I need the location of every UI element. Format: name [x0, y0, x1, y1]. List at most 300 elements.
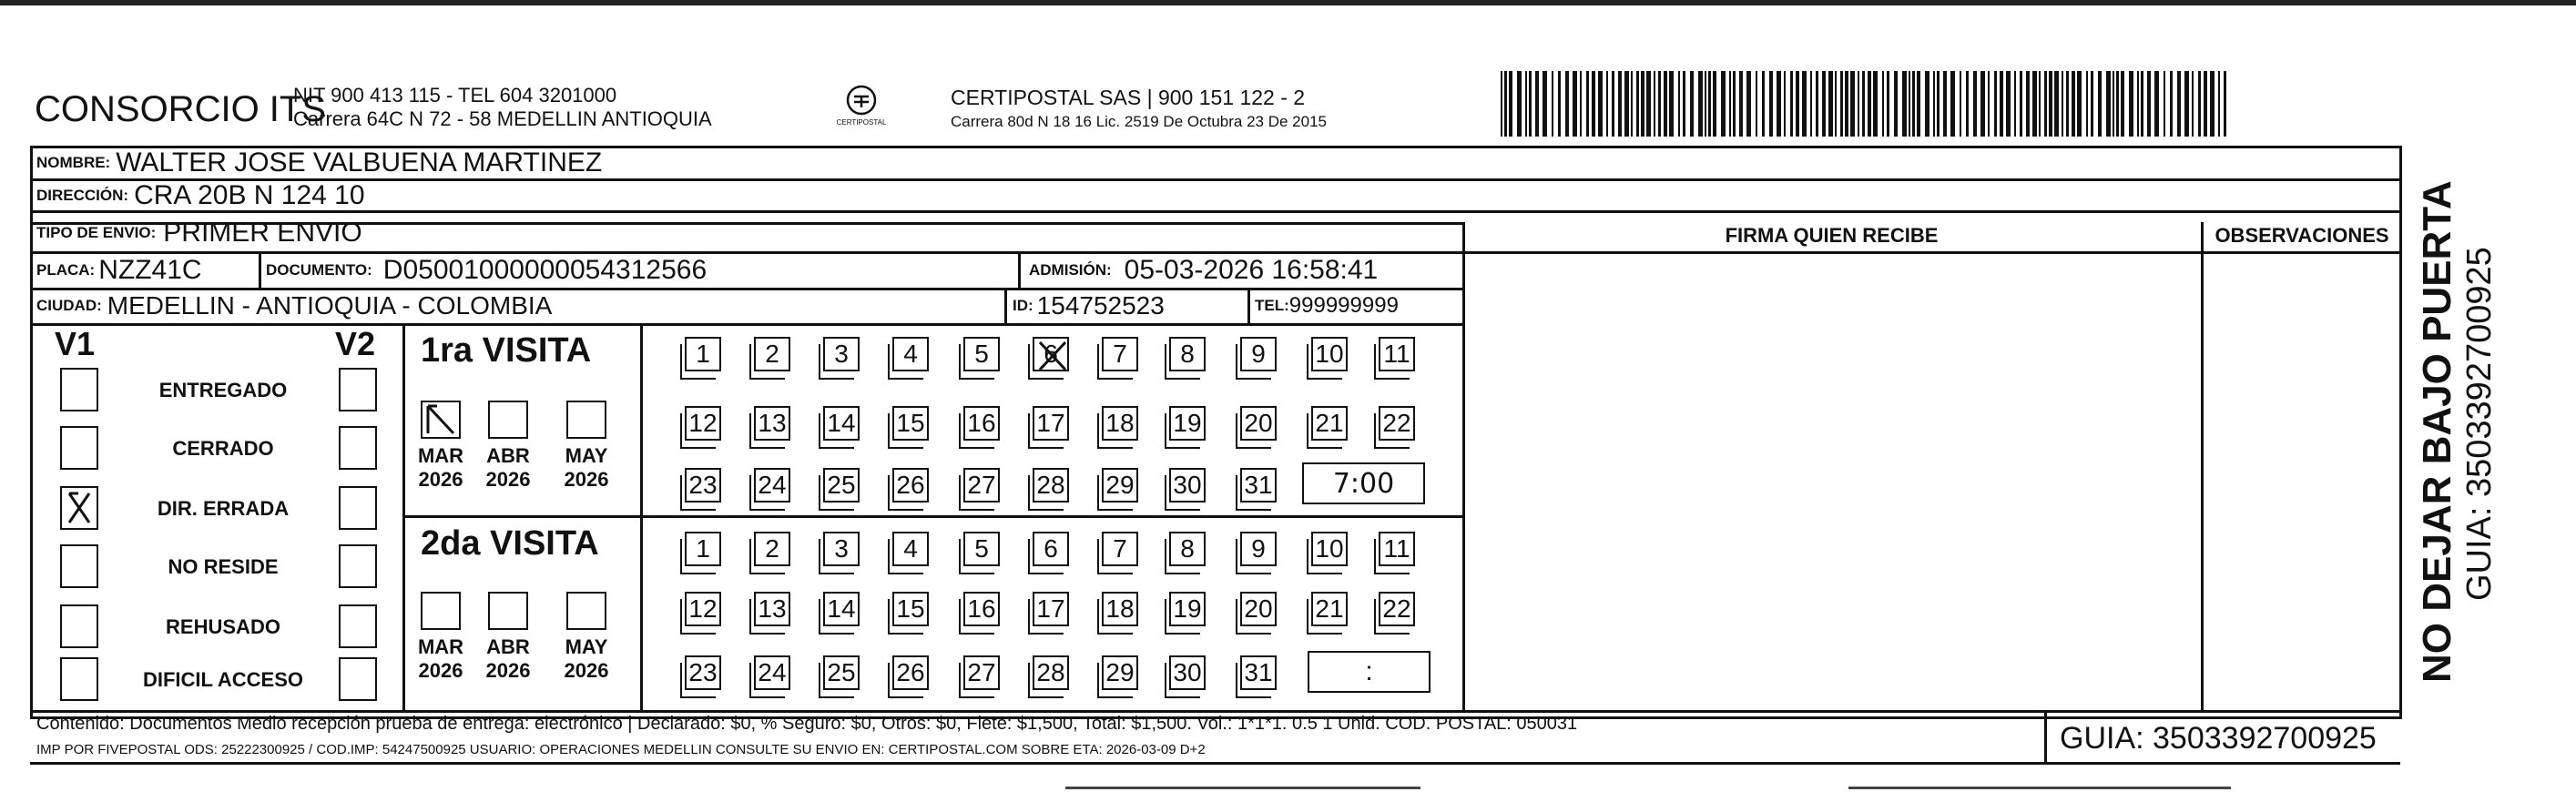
tel-value: 999999999 [1288, 293, 1399, 318]
barcode-bar [1756, 71, 1757, 137]
barcode-bar [1678, 71, 1680, 137]
day-box[interactable] [1102, 406, 1138, 441]
month-label: ABR 2026 [485, 444, 531, 491]
barcode-bar [2039, 71, 2041, 137]
day-number: 8 [1180, 534, 1195, 563]
day-box[interactable] [1379, 592, 1415, 626]
side-warning: NO DEJAR BAJO PUERTA [2415, 180, 2459, 683]
barcode-bar [1873, 71, 1878, 137]
day-box[interactable] [1033, 592, 1069, 626]
status-label: CERRADO [172, 437, 274, 460]
barcode-bar [2184, 71, 2189, 137]
day-number: 22 [1382, 409, 1411, 437]
barcode-bar [2154, 71, 2159, 137]
day-box[interactable] [1169, 655, 1206, 690]
footer-contenido: Contenido: Documentos Medio recepción prueba de entrega: electrónico | Declarado: $0, % Seguro: $0, Otros: $0, Flete: $1,500, Total: $1,500. Vol.: 1*1*1. 0.5 1 Unid. COD. POSTAL: 050031 [36, 714, 1578, 734]
barcode-bar [2086, 71, 2088, 137]
day-number: 9 [1251, 534, 1266, 563]
day-box[interactable] [1311, 337, 1348, 371]
day-number: 12 [688, 594, 718, 623]
day-box[interactable] [823, 655, 860, 690]
day-box[interactable] [1169, 406, 1206, 441]
barcode-bar [2054, 71, 2059, 137]
day-box[interactable] [1240, 468, 1277, 503]
barcode-bar [1828, 71, 1833, 137]
v1-checkbox[interactable] [60, 486, 98, 530]
company-nit: NIT 900 413 115 - TEL 604 3201000 [293, 84, 617, 107]
day-number: 2 [765, 340, 779, 368]
month-label: MAR 2026 [417, 635, 464, 682]
day-box[interactable] [1033, 655, 1069, 690]
day-box[interactable] [1102, 592, 1138, 626]
barcode-bar [1552, 71, 1553, 137]
barcode-bar [1966, 71, 1969, 137]
day-number: 14 [827, 594, 856, 623]
day-number: 18 [1105, 594, 1135, 623]
v1-checkbox[interactable] [60, 368, 98, 411]
day-box[interactable] [963, 532, 1000, 566]
day-number: 6 [1044, 340, 1058, 368]
company-name: CONSORCIO ITS [35, 89, 327, 129]
day-number: 27 [967, 658, 996, 686]
barcode-bar [1816, 71, 1818, 137]
barcode [1501, 71, 2229, 137]
day-box[interactable] [1379, 337, 1415, 371]
day-box[interactable] [1311, 532, 1348, 566]
day-box[interactable] [1240, 592, 1277, 626]
barcode-bar [1658, 71, 1661, 137]
barcode-bar [1525, 71, 1527, 137]
barcode-bar [1586, 71, 1589, 137]
barcode-bar [1580, 71, 1582, 137]
day-number: 17 [1036, 409, 1065, 437]
day-number: 3 [834, 340, 849, 368]
day-number: 20 [1244, 594, 1273, 623]
barcode-bar [1739, 71, 1743, 137]
day-box[interactable] [1379, 406, 1415, 441]
v2-label: V2 [335, 325, 376, 362]
placa-row [36, 252, 202, 289]
visit2-time[interactable] [1308, 651, 1431, 693]
certipostal-logo [834, 82, 889, 129]
v2-checkbox[interactable] [339, 368, 377, 411]
day-number: 4 [903, 534, 918, 563]
direccion-value: CRA 20B N 124 10 [134, 180, 365, 210]
barcode-bar [1565, 71, 1569, 137]
day-box[interactable] [823, 468, 860, 503]
barcode-bar [1517, 71, 1522, 137]
barcode-bar [2204, 71, 2207, 137]
barcode-bar [1858, 71, 1859, 137]
barcode-bar [1994, 71, 1997, 137]
day-box[interactable] [963, 655, 1000, 690]
day-number: 6 [1044, 534, 1058, 563]
barcode-bar [2113, 71, 2114, 137]
day-number: 7 [1113, 340, 1127, 368]
day-number: 25 [827, 658, 856, 686]
v1-checkbox[interactable] [60, 604, 98, 648]
barcode-bar [1708, 71, 1711, 137]
barcode-bar [1769, 71, 1773, 137]
barcode-bar [2072, 71, 2075, 137]
day-number: 26 [896, 471, 925, 499]
day-number: 13 [758, 594, 787, 623]
placa-value: NZZ41C [98, 255, 202, 285]
barcode-bar [2198, 71, 2201, 137]
day-number: 12 [688, 409, 718, 437]
day-number: 28 [1036, 471, 1065, 499]
day-box[interactable] [685, 592, 721, 626]
barcode-bar [2000, 71, 2003, 137]
carrier-address: Carrera 80d N 18 16 Lic. 2519 De Octubra 23 De 2015 [951, 113, 1327, 130]
barcode-bar [1796, 71, 1799, 137]
barcode-bar [1529, 71, 1532, 137]
barcode-bar [1784, 71, 1786, 137]
visit1-time[interactable] [1302, 462, 1425, 504]
barcode-bar [2141, 71, 2143, 137]
day-number: 28 [1036, 658, 1065, 686]
day-box[interactable] [1102, 468, 1138, 503]
barcode-bar [1729, 71, 1731, 137]
barcode-bar [1618, 71, 1622, 137]
barcode-bar [2210, 71, 2215, 137]
side-guia: GUIA: 3503392700925 [2460, 247, 2499, 601]
barcode-bar [1845, 71, 1848, 137]
day-box[interactable] [685, 468, 721, 503]
tipo-row [36, 215, 362, 251]
barcode-bar [1598, 71, 1603, 137]
barcode-bar [1721, 71, 1726, 137]
day-number: 20 [1244, 409, 1273, 437]
month-checkbox[interactable] [566, 592, 606, 630]
day-number: 17 [1036, 594, 1065, 623]
ciudad-value: MEDELLIN - ANTIOQUIA - COLOMBIA [107, 291, 553, 320]
tipo-label: TIPO DE ENVIO: [36, 224, 157, 241]
barcode-bar [1690, 71, 1694, 137]
barcode-bar [2006, 71, 2011, 137]
barcode-bar [1558, 71, 1561, 137]
day-box[interactable] [1033, 337, 1069, 371]
day-number: 5 [974, 534, 989, 563]
day-box[interactable] [1240, 337, 1277, 371]
day-box[interactable] [823, 406, 860, 441]
day-number: 21 [1315, 594, 1344, 623]
day-number: 4 [903, 340, 918, 368]
barcode-bar [1573, 71, 1577, 137]
barcode-bar [2062, 71, 2063, 137]
barcode-bar [1504, 71, 1507, 137]
day-box[interactable] [1240, 532, 1277, 566]
day-box[interactable] [1240, 655, 1277, 690]
barcode-bar [1777, 71, 1781, 137]
admision-value: 05-03-2026 16:58:41 [1124, 255, 1379, 285]
barcode-bar [2044, 71, 2047, 137]
day-box[interactable] [754, 655, 790, 690]
v2-checkbox[interactable] [339, 657, 377, 701]
day-box[interactable] [892, 468, 929, 503]
barcode-bar [2177, 71, 2181, 137]
day-number: 18 [1105, 409, 1135, 437]
day-number: 10 [1315, 340, 1344, 368]
barcode-bar [1960, 71, 1961, 137]
day-box[interactable] [754, 406, 790, 441]
barcode-bar [1850, 71, 1855, 137]
status-label: REHUSADO [166, 615, 280, 638]
day-number: 19 [1173, 594, 1202, 623]
barcode-bar [1988, 71, 1990, 137]
barcode-bar [2218, 71, 2220, 137]
day-box[interactable] [1033, 406, 1069, 441]
day-box[interactable] [754, 592, 790, 626]
day-box[interactable] [685, 337, 721, 371]
bottom-edge-mark [1848, 787, 2231, 789]
barcode-bar [1631, 71, 1633, 137]
bottom-edge-mark [1065, 787, 1420, 789]
barcode-bar [2077, 71, 2082, 137]
barcode-bar [1822, 71, 1826, 137]
nombre-value: WALTER JOSE VALBUENA MARTINEZ [116, 147, 603, 178]
id-label: ID: [1013, 297, 1033, 314]
day-box[interactable] [892, 406, 929, 441]
day-box[interactable] [685, 532, 721, 566]
status-label: NO RESIDE [168, 555, 279, 578]
admision-row [1029, 252, 1378, 289]
day-number: 8 [1180, 340, 1195, 368]
barcode-bar [1868, 71, 1871, 137]
day-box[interactable] [1169, 468, 1206, 503]
barcode-bar [1746, 71, 1751, 137]
day-number: 5 [974, 340, 989, 368]
barcode-bar [1646, 71, 1651, 137]
barcode-bar [2192, 71, 2194, 137]
barcode-bar [2147, 71, 2151, 137]
day-number: 15 [896, 409, 925, 437]
barcode-bar [1762, 71, 1765, 137]
day-number: 9 [1251, 340, 1266, 368]
id-row [1013, 289, 1165, 323]
day-number: 24 [758, 658, 787, 686]
barcode-bar [1973, 71, 1977, 137]
barcode-bar [1641, 71, 1644, 137]
day-box[interactable] [1033, 532, 1069, 566]
day-box[interactable] [1311, 406, 1348, 441]
barcode-bar [1669, 71, 1674, 137]
day-box[interactable] [1102, 337, 1138, 371]
day-box[interactable] [1169, 337, 1206, 371]
firma-header: FIRMA QUIEN RECIBE [1725, 224, 1939, 247]
top-edge [0, 0, 2576, 5]
barcode-bar [1705, 71, 1706, 137]
carrier-info: CERTIPOSTAL SAS | 900 151 122 - 2 [951, 86, 1306, 109]
barcode-bar [2049, 71, 2052, 137]
month-checkbox[interactable] [488, 592, 528, 630]
day-number: 22 [1382, 594, 1411, 623]
documento-row [266, 252, 707, 289]
day-number: 25 [827, 471, 856, 499]
day-box[interactable] [823, 592, 860, 626]
day-box[interactable] [892, 592, 929, 626]
barcode-bar [1501, 71, 1502, 137]
day-box[interactable] [963, 468, 1000, 503]
barcode-bar [1509, 71, 1512, 137]
barcode-bar [1933, 71, 1935, 137]
day-number: 23 [688, 471, 718, 499]
barcode-bar [2091, 71, 2093, 137]
barcode-bar [2224, 71, 2226, 137]
tel-row [1255, 289, 1399, 323]
barcode-bar [1840, 71, 1843, 137]
barcode-bar [1636, 71, 1639, 137]
day-box[interactable] [892, 655, 929, 690]
day-number: 29 [1105, 471, 1135, 499]
day-box[interactable] [823, 337, 860, 371]
month-checkbox[interactable] [488, 401, 528, 439]
direccion-label: DIRECCIÓN: [36, 187, 129, 204]
day-number: 15 [896, 594, 925, 623]
day-box[interactable] [1311, 592, 1348, 626]
v1-checkbox[interactable] [60, 426, 98, 470]
v2-checkbox[interactable] [339, 486, 377, 530]
day-box[interactable] [1240, 406, 1277, 441]
barcode-bar [1894, 71, 1898, 137]
barcode-bar [1980, 71, 1985, 137]
day-number: 1 [696, 340, 710, 368]
day-number: 27 [967, 471, 996, 499]
day-number: 16 [967, 594, 996, 623]
barcode-bar [1592, 71, 1595, 137]
logo-text: CERTIPOSTAL [836, 118, 887, 127]
barcode-bar [1862, 71, 1865, 137]
month-checkbox[interactable] [421, 401, 461, 439]
day-number: 30 [1173, 471, 1202, 499]
documento-label: DOCUMENTO: [266, 261, 372, 279]
barcode-bar [2066, 71, 2069, 137]
visit2-title: 2da VISITA [421, 524, 599, 563]
month-label: MAY 2026 [564, 635, 609, 682]
month-checkbox[interactable] [566, 401, 606, 439]
ciudad-label: CIUDAD: [36, 297, 102, 314]
day-box[interactable] [1102, 655, 1138, 690]
day-box[interactable] [1169, 592, 1206, 626]
footer-imp: IMP POR FIVEPOSTAL ODS: 25222300925 / COD.IMP: 54247500925 USUARIO: OPERACIONES MEDELLIN CONSULTE SU ENVIO EN: CERTIPOSTAL.COM SOBRE ETA: 2026-03-09 D+2 [36, 742, 1206, 757]
company-address: Carrera 64C N 72 - 58 MEDELLIN ANTIOQUIA [293, 107, 712, 130]
month-label: MAR 2026 [417, 444, 464, 491]
v2-checkbox[interactable] [339, 604, 377, 648]
barcode-bar [2098, 71, 2102, 137]
day-box[interactable] [1169, 532, 1206, 566]
barcode-bar [1882, 71, 1884, 137]
barcode-bar [2106, 71, 2111, 137]
month-label: ABR 2026 [485, 635, 531, 682]
barcode-bar [2020, 71, 2022, 137]
day-box[interactable] [963, 406, 1000, 441]
day-box[interactable] [1379, 532, 1415, 566]
barcode-bar [1835, 71, 1837, 137]
barcode-bar [1698, 71, 1703, 137]
v1-label: V1 [55, 325, 96, 362]
tel-label: TEL: [1255, 297, 1289, 314]
visit1-title: 1ra VISITA [421, 331, 592, 370]
day-box[interactable] [685, 655, 721, 690]
day-number: 16 [967, 409, 996, 437]
month-checkbox[interactable] [421, 592, 461, 630]
day-box[interactable] [685, 406, 721, 441]
barcode-bar [2170, 71, 2173, 137]
day-box[interactable] [892, 532, 929, 566]
day-box[interactable] [963, 337, 1000, 371]
barcode-bar [1654, 71, 1655, 137]
barcode-bar [1664, 71, 1667, 137]
day-box[interactable] [754, 337, 790, 371]
barcode-bar [1937, 71, 1940, 137]
day-box[interactable] [754, 468, 790, 503]
day-number: 29 [1105, 658, 1135, 686]
barcode-bar [1624, 71, 1629, 137]
day-box[interactable] [963, 592, 1000, 626]
day-number: 3 [834, 534, 849, 563]
direccion-row [36, 179, 365, 212]
barcode-bar [1909, 71, 1910, 137]
day-box[interactable] [892, 337, 929, 371]
day-number: 10 [1315, 534, 1344, 563]
day-number: 24 [758, 471, 787, 499]
day-number: 2 [765, 534, 779, 563]
barcode-bar [1912, 71, 1915, 137]
barcode-bar [1925, 71, 1929, 137]
admision-label: ADMISIÓN: [1029, 261, 1112, 279]
barcode-bar [1917, 71, 1920, 137]
observaciones-header: OBSERVACIONES [2215, 224, 2389, 247]
day-number: 7 [1113, 534, 1127, 563]
day-number: 1 [696, 534, 710, 563]
v2-checkbox[interactable] [339, 544, 377, 588]
day-box[interactable] [1033, 468, 1069, 503]
day-number: 21 [1315, 409, 1344, 437]
barcode-bar [2164, 71, 2165, 137]
barcode-bar [1943, 71, 1947, 137]
day-number: 31 [1244, 658, 1273, 686]
barcode-bar [1950, 71, 1955, 137]
barcode-bar [2116, 71, 2119, 137]
barcode-bar [1733, 71, 1736, 137]
placa-label: PLACA: [36, 261, 96, 279]
documento-value: D05001000000054312566 [382, 255, 708, 285]
barcode-bar [1802, 71, 1807, 137]
status-label: ENTREGADO [158, 379, 288, 401]
day-number: 13 [758, 409, 787, 437]
barcode-bar [2121, 71, 2124, 137]
day-number: 30 [1173, 658, 1202, 686]
day-box[interactable] [823, 532, 860, 566]
day-box[interactable] [754, 532, 790, 566]
v1-checkbox[interactable] [60, 657, 98, 701]
day-box[interactable] [1102, 532, 1138, 566]
day-number: 19 [1173, 409, 1202, 437]
barcode-bar [1887, 71, 1889, 137]
barcode-bar [1543, 71, 1547, 137]
status-label: DIFICIL ACCESO [142, 668, 303, 691]
barcode-bar [2026, 71, 2030, 137]
day-number: 31 [1244, 471, 1273, 499]
barcode-bar [1790, 71, 1793, 137]
barcode-bar [2129, 71, 2133, 137]
v1-checkbox[interactable] [60, 544, 98, 588]
barcode-bar [1606, 71, 1608, 137]
barcode-bar [1810, 71, 1812, 137]
day-number: 14 [827, 409, 856, 437]
v2-checkbox[interactable] [339, 426, 377, 470]
tipo-value: PRIMER ENVIO [163, 218, 362, 248]
